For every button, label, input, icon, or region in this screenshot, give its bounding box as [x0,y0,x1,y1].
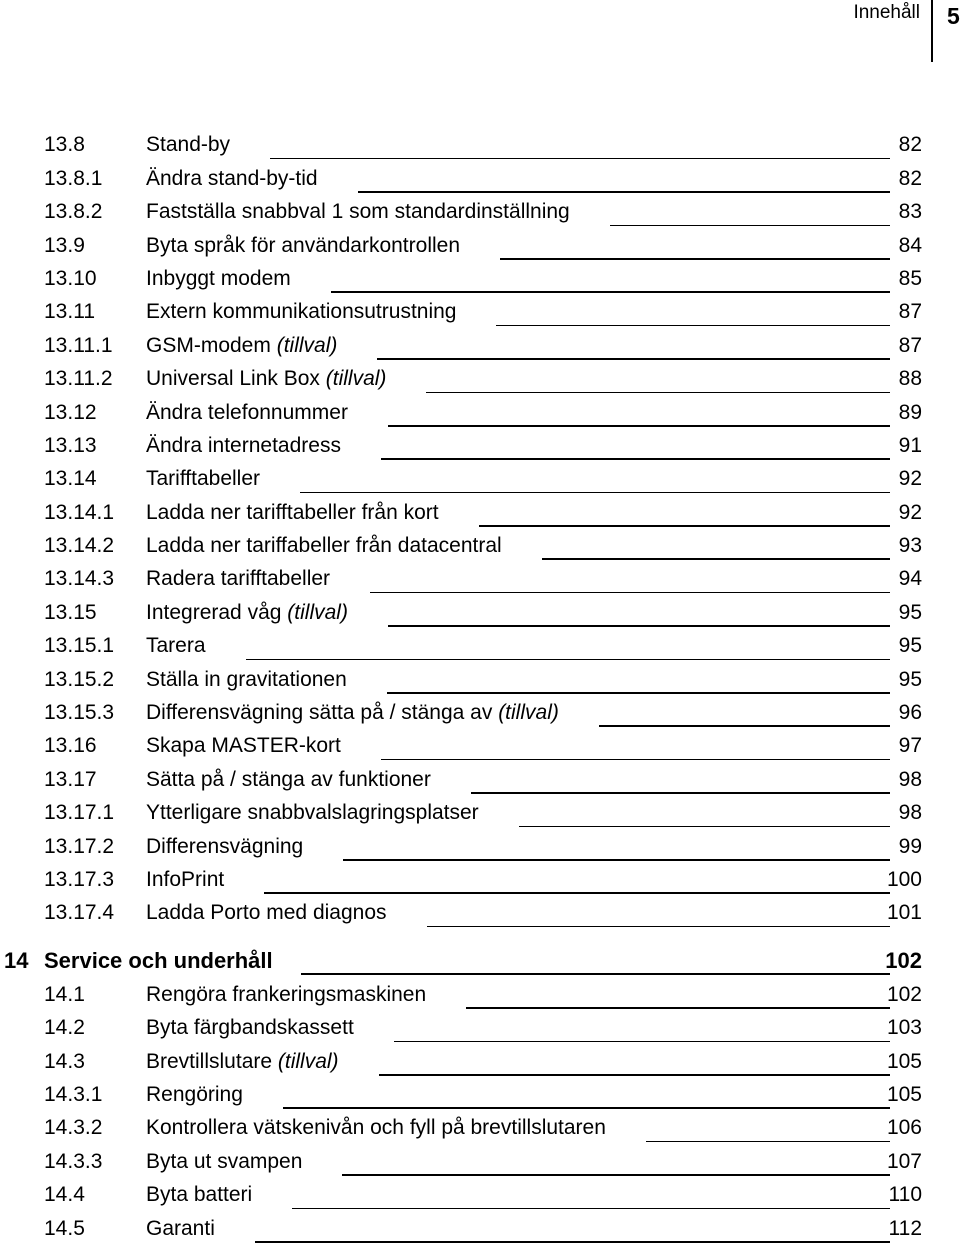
toc-entry-title-text: Rengöring [146,1082,243,1106]
toc-entry-title-text: Extern kommunikationsutrustning [146,300,457,324]
toc-entry-title-text: Rengöra frankeringsmaskinen [146,982,427,1006]
toc-leader-line [479,525,890,527]
toc-entry-number: 13.15 [44,600,97,624]
section-label: Innehåll [853,2,920,23]
toc-entry-title [146,1150,302,1174]
toc-entry-number: 13.12 [44,400,97,424]
toc-entry-title [146,734,341,758]
toc-entry-page: 98 [898,801,922,825]
toc-entry-title [146,434,341,458]
toc-entry-title-text: Byta färgbandskassett [146,1016,354,1040]
toc-entry[interactable] [0,596,960,629]
toc-entry-title [146,501,439,525]
toc-entry-number: 13.14.3 [44,567,115,591]
toc-entry[interactable] [0,1012,960,1045]
toc-entry-page: 82 [898,166,922,190]
toc-entry-number: 13.16 [44,734,97,758]
toc-entry-page: 112 [888,1216,922,1240]
toc-leader-line [331,291,890,293]
toc-entry-page: 110 [888,1183,922,1207]
toc-entry-page: 92 [898,467,922,491]
toc-entry[interactable] [0,1179,960,1212]
toc-entry-page: 95 [898,634,922,658]
toc-entry[interactable] [0,630,960,663]
toc-entry-title-text: Garanti [146,1216,215,1240]
toc-entry[interactable] [0,1212,960,1245]
toc-entry-number: 13.13 [44,433,97,457]
toc-entry-title [146,534,502,558]
toc-leader-line [426,392,890,394]
toc-entry-page: 89 [898,400,922,424]
toc-entry-title-text: Radera tarifftabeller [146,567,331,591]
toc-entry-title-text: Stand-by [146,133,231,157]
toc-leader-line [599,725,890,727]
toc-entry-title [146,768,431,792]
toc-entry-title-text: Sätta på / stänga av funktioner [146,767,431,791]
toc-entry-title-text: InfoPrint [146,867,225,891]
toc-entry[interactable] [0,1112,960,1145]
toc-leader-line [427,926,890,928]
toc-entry-title [146,983,426,1007]
toc-entry-title [146,1217,215,1241]
toc-entry-page: 85 [898,266,922,290]
toc-entry-title-text: GSM-modem [146,333,271,357]
toc-entry-number: 13.17.4 [44,901,115,925]
toc-entry-title-text: Ställa in gravitationen [146,667,347,691]
toc-entry-title-text: Ändra stand-by-tid [146,166,318,190]
toc-entry-number: 13.11.2 [44,367,113,391]
toc-entry[interactable] [0,396,960,429]
toc-entry-number: 13.8.2 [44,200,103,224]
toc-entry-title-text: Skapa MASTER-kort [146,734,341,758]
toc-entry-title [44,949,273,973]
toc-entry-page: 88 [898,367,922,391]
toc-entry-number: 14.5 [44,1216,85,1240]
toc-entry-number: 13.9 [44,233,85,257]
toc-entry-number: 13.17.2 [44,834,115,858]
toc-entry[interactable] [0,1079,960,1112]
toc-leader-line [270,158,890,160]
toc-entry-title-text: Ändra internetadress [146,433,341,457]
toc-entry-page: 105 [886,1049,922,1073]
toc-entry-number: 13.17 [44,767,97,791]
toc-entry-title [146,567,330,591]
toc-entry[interactable] [0,763,960,796]
toc-entry-title [146,1183,252,1207]
toc-entry[interactable] [0,329,960,362]
toc-leader-line [301,973,890,975]
toc-entry-title-text: Fastställa snabbval 1 som standardinställning [146,200,570,224]
toc-entry-title [146,401,348,425]
toc-entry-option-note: (tillval) [287,600,348,624]
toc-entry-title [146,1050,339,1074]
toc-entry-title-text: Ladda ner tarifftabeller från kort [146,500,439,524]
toc-entry-title-text: Ladda Porto med diagnos [146,901,387,925]
toc-entry-page: 92 [898,500,922,524]
toc-entry-number: 14.3 [44,1049,85,1073]
toc-entry-page: 98 [898,767,922,791]
toc-entry-number: 13.17.3 [44,867,115,891]
toc-entry-page: 95 [898,667,922,691]
toc-entry-title [146,300,456,324]
toc-entry-title-text: Byta språk för användarkontrollen [146,233,461,257]
toc-chapter-entry[interactable] [0,930,960,978]
toc-entry-page: 93 [898,534,922,558]
toc-leader-line [342,1174,890,1176]
toc-entry-title [146,801,479,825]
toc-entry-page: 106 [886,1116,922,1140]
toc-entry-title-text: Tarifftabeller [146,467,261,491]
toc-entry-number: 13.8.1 [44,166,103,190]
toc-entry-title [146,334,337,358]
toc-entry[interactable] [0,463,960,496]
toc-entry-title [146,467,260,491]
toc-entry[interactable] [0,129,960,162]
toc-entry-option-note: (tillval) [325,367,387,391]
toc-leader-line [542,558,890,560]
toc-entry-title [146,1016,354,1040]
toc-leader-line [246,659,890,661]
toc-entry-page: 94 [898,567,922,591]
toc-entry-title [146,835,303,859]
toc-leader-line [292,1208,890,1210]
toc-entry-option-note: (tillval) [277,1049,339,1073]
toc-entry-option-note: (tillval) [498,701,559,725]
toc-entry-number: 13.11 [44,300,95,324]
toc-entry-title [146,601,348,625]
toc-entry-number: 13.10 [44,266,97,290]
toc-leader-line [496,325,890,327]
toc-entry[interactable] [0,430,960,463]
toc-entry-title-text: Byta batteri [146,1183,253,1207]
toc-leader-line [264,892,890,894]
toc-leader-line [370,592,890,594]
toc-entry[interactable] [0,830,960,863]
table-of-contents [0,129,960,1246]
toc-entry-number: 14.3.1 [44,1082,103,1106]
toc-leader-line [381,458,890,460]
toc-entry-page: 102 [885,948,922,974]
toc-entry-number: 13.17.1 [44,801,115,825]
toc-leader-line [377,358,890,360]
toc-entry-title-text: Ytterligare snabbvalslagringsplatser [146,801,479,825]
toc-entry-title [146,367,386,391]
toc-entry[interactable] [0,730,960,763]
toc-entry-page: 91 [898,433,922,457]
toc-leader-line [388,625,890,627]
toc-entry-title-text: Service och underhåll [44,948,273,974]
toc-leader-line [343,859,890,861]
toc-leader-line [283,1107,890,1109]
toc-leader-line [471,792,890,794]
toc-entry-title-text: Integrerad våg [146,600,282,624]
toc-entry-title [146,167,318,191]
toc-leader-line [358,191,890,193]
toc-entry-page: 105 [886,1082,922,1106]
toc-entry[interactable] [0,229,960,262]
toc-entry[interactable] [0,563,960,596]
toc-entry-number: 14 [4,948,29,974]
toc-leader-line [387,692,890,694]
toc-leader-line [500,258,890,260]
toc-entry-title [146,234,460,258]
toc-entry-title [146,634,206,658]
toc-entry-title-text: Differensvägning sätta på / stänga av [146,701,493,725]
toc-leader-line [381,759,890,761]
toc-entry-page: 82 [898,133,922,157]
toc-entry-title [146,901,387,925]
toc-leader-line [379,1074,890,1076]
toc-entry-title [146,701,559,725]
toc-entry-number: 13.8 [44,133,85,157]
toc-leader-line [388,425,890,427]
toc-entry[interactable] [0,263,960,296]
toc-leader-line [300,492,890,494]
toc-leader-line [610,225,890,227]
toc-entry-title-text: Inbyggt modem [146,266,291,290]
toc-entry[interactable] [0,1045,960,1078]
page-number: 5 [947,3,960,29]
toc-entry-number: 14.3.3 [44,1149,103,1173]
toc-entry-number: 14.1 [44,982,85,1006]
toc-entry-title [146,200,570,224]
toc-entry[interactable] [0,897,960,930]
toc-entry-page: 95 [898,600,922,624]
toc-entry-number: 13.14.1 [44,500,115,524]
toc-entry-title-text: Universal Link Box [146,367,320,391]
toc-entry-title [146,1116,606,1140]
toc-entry-number: 13.11.1 [44,333,113,357]
toc-entry-title [146,133,230,157]
toc-leader-line [394,1041,890,1043]
toc-entry-title-text: Ladda ner tariffabeller från datacentral [146,534,502,558]
toc-entry[interactable] [0,363,960,396]
toc-entry[interactable] [0,697,960,730]
toc-entry[interactable] [0,663,960,696]
toc-entry-page: 103 [886,1016,922,1040]
toc-entry[interactable] [0,296,960,329]
toc-entry-page: 84 [898,233,922,257]
toc-entry-page: 107 [886,1149,922,1173]
toc-entry-page: 99 [898,834,922,858]
toc-leader-line [646,1141,890,1143]
toc-entry-page: 100 [886,867,922,891]
toc-entry-number: 14.3.2 [44,1116,103,1140]
toc-entry-title [146,267,291,291]
toc-entry-page: 102 [886,982,922,1006]
toc-entry-number: 13.15.3 [44,701,115,725]
toc-entry-title-text: Brevtillslutare [146,1049,273,1073]
toc-entry-title-text: Ändra telefonnummer [146,400,348,424]
toc-entry[interactable] [0,162,960,195]
toc-entry-title-text: Kontrollera vätskenivån och fyll på brevtillslutaren [146,1116,606,1140]
header-divider [931,0,933,62]
toc-entry-page: 87 [898,333,922,357]
toc-leader-line [255,1241,890,1243]
toc-entry-number: 13.15.1 [44,634,115,658]
toc-entry[interactable] [0,797,960,830]
toc-entry-title-text: Differensvägning [146,834,304,858]
toc-entry-title [146,868,224,892]
toc-entry[interactable] [0,1145,960,1178]
toc-entry-page: 97 [898,734,922,758]
toc-entry[interactable] [0,864,960,897]
toc-leader-line [466,1007,890,1009]
toc-entry-option-note: (tillval) [276,333,338,357]
toc-entry-page: 83 [898,200,922,224]
toc-entry-page: 87 [898,300,922,324]
toc-entry[interactable] [0,978,960,1011]
toc-entry[interactable] [0,530,960,563]
toc-leader-line [519,826,890,828]
page-header [0,0,960,70]
toc-entry-title [146,668,347,692]
toc-entry-number: 13.14 [44,467,97,491]
toc-entry-number: 13.14.2 [44,534,115,558]
toc-entry-number: 14.4 [44,1183,85,1207]
toc-entry-title-text: Tarera [146,634,206,658]
toc-entry-title [146,1083,243,1107]
toc-entry-number: 13.15.2 [44,667,115,691]
toc-entry[interactable] [0,196,960,229]
toc-entry-number: 14.2 [44,1016,85,1040]
toc-entry[interactable] [0,496,960,529]
toc-entry-page: 101 [886,901,922,925]
toc-entry-page: 96 [898,701,922,725]
toc-entry-title-text: Byta ut svampen [146,1149,303,1173]
